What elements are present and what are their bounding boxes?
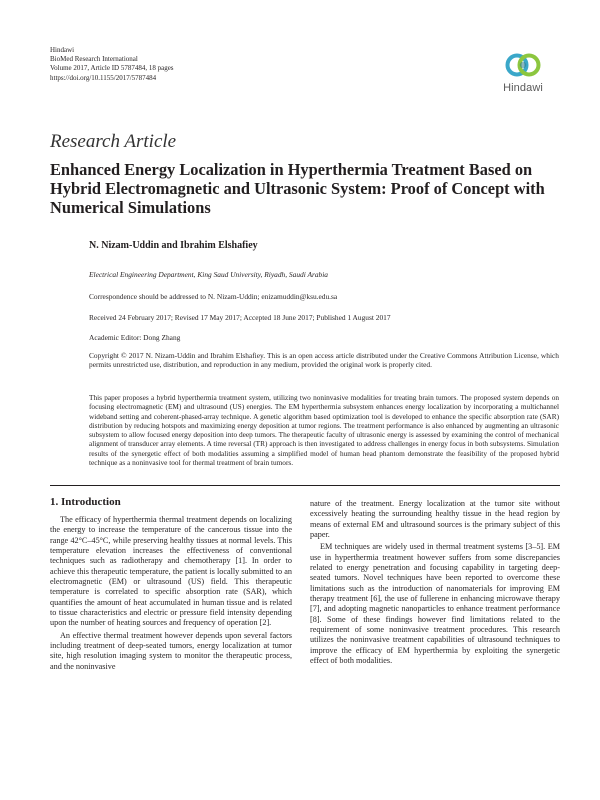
academic-editor: Academic Editor: Dong Zhang: [89, 333, 181, 342]
article-title: Enhanced Energy Localization in Hyperthermia Treatment Based on Hybrid Electromagnetic and Ultrasonic System: Proof of Concept with Numerical Simulations: [50, 160, 545, 217]
journal-name: BioMed Research International: [50, 55, 138, 64]
abstract: This paper proposes a hybrid hyperthermia treatment system, utilizing two noninvasive modalities for treating brain tumors. The proposed system depends on focusing electromagnetic (EM) and ultrasound (US) energies. The EM hyperthermia subsystem enhances energy localization by incorporating a multichannel wideband setting and coherent-phased-array technique. A genetic algorithm based optimization tool is developed to enhance the specific absorption rate (SAR) distribution by reducing hotspots and maximizing energy deposition at tumor regions. The treatment performance is also enhanced by augmenting an ultrasonic subsystem to allow focused energy deposition into deep tumors. The therapeutic faculty of ultrasonic energy is assessed by examining the control of mechanical alignment of transducer array elements. A time reversal (TR) approach is then investigated to address challenges in energy focus in both subsystems. Simulation results of the synergetic effect of both modalities assuming a simplified model of human head phantom demonstrate the feasibility of the proposed hybrid technique as a noninvasive tool for thermal treatment of brain tumors.: [89, 393, 559, 468]
section-divider: [50, 485, 560, 486]
hindawi-logo-icon: [504, 48, 542, 82]
article-type: Research Article: [50, 131, 177, 152]
paragraph: EM techniques are widely used in thermal treatment systems [3–5]. EM use in hyperthermia treatment however suffers from some discrepancies related to energy penetration and focusing capability in targeting deep-seated tumors. Novel techniques have been reported to overcome these limitations such as the introduction of nanomaterials for improving EM therapy treatment [6], the use of fullerene in enhancing microwave therapy [7], and adopting magnetic nanoparticles to enhance treatment performance [8]. Some of these findings however find limitations related to the requirement of some noninvasive treatment procedures. This research utilizes the noninvasive treatment capabilities of ultrasound techniques to improve the efficacy of EM hyperthermia by exploiting the synergetic effect of both modalities.: [310, 542, 560, 666]
paragraph: The efficacy of hyperthermia thermal treatment depends on localizing the energy to increase the temperature of the cancerous tissue into the range 42°C–45°C, while preserving healthy tissues at normal levels. This temperature elevation increases the effectiveness of conventional techniques such as radiotherapy and chemotherapy [1]. In order to achieve this therapeutic temperature, the patient is locally submitted to an electromagnetic (EM) or ultrasound (US) field. This therapeutic temperature is correlated to specific absorption rate (SAR), which quantifies the amount of heat accumulated in human tissue and is related to tissue characteristics and electric or pressure field intensity depending upon the number of heating sources and frequency of operation [2].: [50, 515, 292, 628]
section-heading: 1. Introduction: [50, 496, 121, 508]
correspondence: Correspondence should be addressed to N. Nizam-Uddin; enizamuddin@ksu.edu.sa: [89, 292, 338, 301]
article-dates: Received 24 February 2017; Revised 17 May 2017; Accepted 18 June 2017; Published 1 August 2017: [89, 313, 391, 322]
journal-meta: [50, 46, 174, 83]
author-list: N. Nizam-Uddin and Ibrahim Elshafiey: [89, 240, 258, 251]
logo-wordmark: Hindawi: [503, 82, 543, 94]
body-column-right: [310, 499, 560, 667]
paragraph: nature of the treatment. Energy localization at the tumor site without excessively heating the surrounding healthy tissue in the head region by means of external EM and ultrasound sources is the primary subject of this paper.: [310, 499, 560, 540]
volume-info: Volume 2017, Article ID 5787484, 18 pages: [50, 64, 174, 73]
paragraph: An effective thermal treatment however depends upon several factors including treatment of deep-seated tumors, energy localization at tumor site, high resolution imaging system to monitor the therapeutic process, and the noninvasive: [50, 630, 292, 671]
copyright-notice: Copyright © 2017 N. Nizam-Uddin and Ibrahim Elshafiey. This is an open access article distributed under the Creative Commons Attribution License, which permits unrestricted use, distribution, and reproduction in any medium, provided the original work is properly cited.: [89, 351, 559, 370]
doi-link[interactable]: https://doi.org/10.1155/2017/5787484: [50, 73, 157, 82]
hindawi-logo: [500, 48, 546, 94]
body-column-left: [50, 515, 292, 672]
affiliation: Electrical Engineering Department, King Saud University, Riyadh, Saudi Arabia: [89, 270, 329, 279]
publisher-name: Hindawi: [50, 46, 75, 54]
